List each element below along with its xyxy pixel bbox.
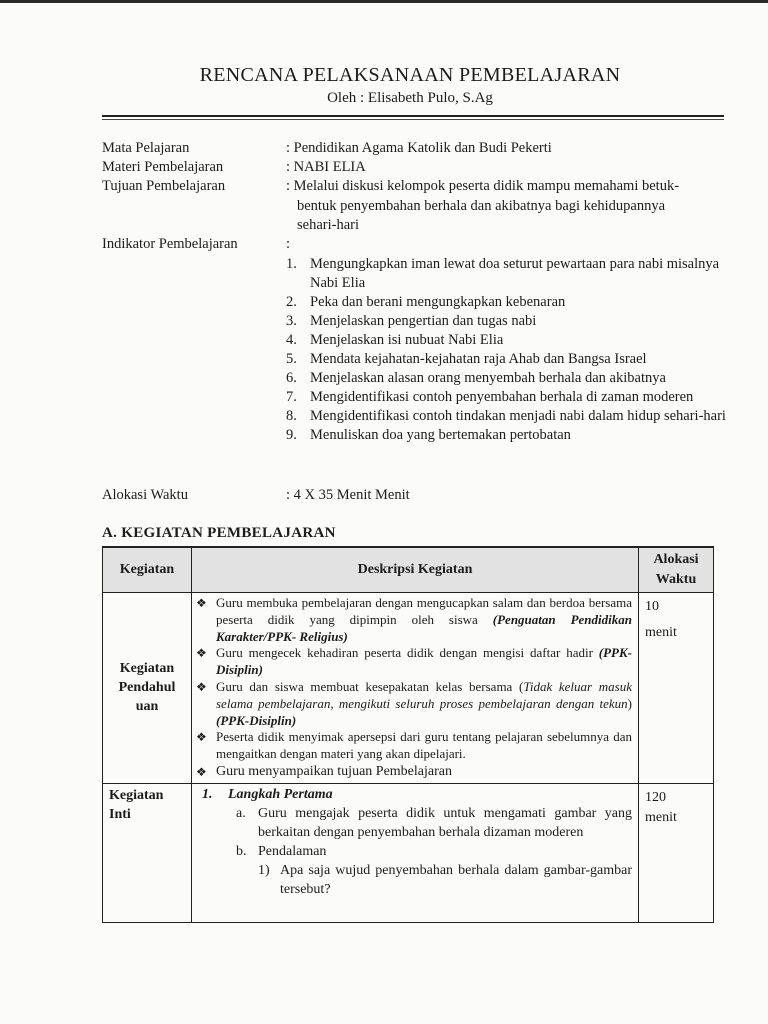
step-heading xyxy=(196,786,632,804)
table-header-row xyxy=(103,547,714,593)
header-rule xyxy=(102,115,724,117)
bullet-item xyxy=(196,729,632,763)
diamond-bullet-icon: ❖ xyxy=(196,646,207,661)
cell-kegiatan-pendahuluan xyxy=(103,593,192,784)
document-author: Oleh : Elisabeth Pulo, S.Ag xyxy=(327,90,493,106)
question-item xyxy=(196,861,632,899)
cell-deskripsi-pendahuluan xyxy=(192,593,639,784)
item-number: 5. xyxy=(286,351,297,367)
item-text: Menjelaskan isi nubuat Nabi Elia xyxy=(310,332,504,348)
indikator-label: Indikator Pembelajaran xyxy=(102,236,238,252)
bullet-item xyxy=(196,679,632,729)
ppk-tag: (PPK-Disiplin) xyxy=(216,645,632,678)
list-item xyxy=(286,312,731,331)
header-alokasi xyxy=(639,547,714,593)
item-number: 1. xyxy=(286,256,297,272)
bullet-italic: Tidak keluar masuk selama pembelajaran, mengikuti seluruh proses pembelajaran dengan tekun xyxy=(216,678,632,711)
sub-text: Guru mengajak peserta didik untuk mengamati gambar yang berkaitan dengan penyembahan berhala dizaman moderen xyxy=(258,805,632,840)
kegiatan-table xyxy=(102,546,714,923)
label-line: uan xyxy=(135,699,159,715)
item-number: 6. xyxy=(286,370,297,386)
indikator-list xyxy=(286,255,731,445)
item-text: Mendata kejahatan-kejahatan raja Ahab dan Bangsa Israel xyxy=(310,351,647,367)
list-item xyxy=(286,369,731,388)
bullet-text: Guru mengecek kehadiran peserta didik dengan mengisi daftar hadir xyxy=(216,645,599,661)
item-number: 3. xyxy=(286,313,297,329)
item-text: Mengidentifikasi contoh tindakan menjadi nabi dalam hidup sehari-hari xyxy=(310,408,726,424)
bullet-text: Guru menyampaikan tujuan Pembelajaran xyxy=(216,763,452,779)
sub-item xyxy=(196,804,632,842)
alokasi-number: 10 xyxy=(645,599,659,614)
cell-alokasi-inti xyxy=(639,783,714,922)
list-item xyxy=(286,426,731,445)
ppk-tag: (Penguatan Pendidikan Karakter/PPK- Religius) xyxy=(216,611,632,644)
item-number: 7. xyxy=(286,389,297,405)
cell-alokasi-pendahuluan xyxy=(639,593,714,784)
diamond-bullet-icon: ❖ xyxy=(196,730,207,745)
list-item xyxy=(286,388,731,407)
list-item xyxy=(286,293,731,312)
item-text: Mengungkapkan iman lewat doa seturut pewartaan para nabi misalnya Nabi Elia xyxy=(310,256,720,291)
scan-top-edge xyxy=(0,0,768,3)
table-row xyxy=(103,593,714,784)
item-text: Mengidentifikasi contoh penyembahan berhala di zaman moderen xyxy=(310,389,694,405)
item-number: 4. xyxy=(286,332,297,348)
question-text: Apa saja wujud penyembahan berhala dalam gambar-gambar tersebut? xyxy=(280,862,632,897)
sub-number: b. xyxy=(236,843,247,859)
item-text: Menjelaskan alasan orang menyembah berhala dan akibatnya xyxy=(310,370,666,386)
list-item xyxy=(286,331,731,350)
diamond-bullet-icon: ❖ xyxy=(196,764,207,779)
table-row xyxy=(103,783,714,922)
materi-value: : NABI ELIA xyxy=(286,159,366,175)
header-alokasi-line1: Alokasi xyxy=(653,552,699,567)
item-text: Peka dan berani mengungkapkan kebenaran xyxy=(310,294,566,310)
item-number: 2. xyxy=(286,294,297,310)
tujuan-line-1: : Melalui diskusi kelompok peserta didik mampu memahami betuk- xyxy=(286,178,680,194)
list-item xyxy=(286,350,731,369)
header-deskripsi: Deskripsi Kegiatan xyxy=(192,547,639,593)
step-title: Langkah Pertama xyxy=(228,786,333,802)
bullet-text: ) xyxy=(627,695,632,711)
header-rule-thin xyxy=(102,119,724,120)
item-number: 9. xyxy=(286,427,297,443)
tujuan-label: Tujuan Pembelajaran xyxy=(102,178,226,194)
header-kegiatan: Kegiatan xyxy=(103,547,192,593)
tujuan-line-2: bentuk penyembahan berhala dan akibatnya bagi kehidupannya xyxy=(297,198,666,214)
step-number: 1. xyxy=(202,786,213,802)
mapel-label: Mata Pelajaran xyxy=(102,140,190,156)
sub-number: a. xyxy=(236,805,246,821)
diamond-bullet-icon: ❖ xyxy=(196,596,207,610)
header-alokasi-line2: Waktu xyxy=(655,572,697,587)
bullet-item xyxy=(196,595,632,645)
document-title: RENCANA PELAKSANAAN PEMBELAJARAN xyxy=(199,64,621,86)
bullet-item xyxy=(196,645,632,679)
alokasi-number: 120 xyxy=(645,789,666,805)
alokasi-unit: menit xyxy=(645,625,677,640)
label-line: Pendahul xyxy=(118,680,176,696)
label-line: Inti xyxy=(109,806,131,822)
list-item xyxy=(286,255,731,293)
diamond-bullet-icon: ❖ xyxy=(196,679,207,694)
ppk-tag: (PPK-Disiplin) xyxy=(216,712,297,728)
label-line: Kegiatan xyxy=(109,787,164,803)
label-line: Kegiatan xyxy=(119,661,175,677)
question-number: 1) xyxy=(258,862,270,878)
item-text: Menuliskan doa yang bertemakan pertobatan xyxy=(310,427,571,443)
item-text: Menjelaskan pengertian dan tugas nabi xyxy=(310,313,537,329)
cell-kegiatan-inti xyxy=(103,783,192,922)
cell-deskripsi-inti xyxy=(192,783,639,922)
section-heading: A. KEGIATAN PEMBELAJARAN xyxy=(102,525,336,541)
materi-label: Materi Pembelajaran xyxy=(102,159,224,175)
tujuan-line-3: sehari-hari xyxy=(297,217,359,233)
item-number: 8. xyxy=(286,408,297,424)
sub-text: Pendalaman xyxy=(258,843,327,859)
alokasi-unit: menit xyxy=(645,809,677,825)
bullet-text: Peserta didik menyimak apersepsi dari guru tentang pelajaran sebelumnya dan mengaitkan dengan materi yang akan dipelajari. xyxy=(216,729,632,762)
sub-item xyxy=(196,842,632,861)
indikator-colon: : xyxy=(286,236,291,252)
list-item xyxy=(286,407,731,426)
bullet-text: Guru dan siswa membuat kesepakatan kelas bersama ( xyxy=(216,678,524,694)
bullet-text: Guru membuka pembelajaran dengan mengucapkan salam dan berdoa bersama peserta didik yang dipimpin oleh siswa xyxy=(216,595,632,627)
alokasi-value: : 4 X 35 Menit Menit xyxy=(286,487,410,503)
alokasi-label: Alokasi Waktu xyxy=(102,487,188,503)
mapel-value: : Pendidikan Agama Katolik dan Budi Pekerti xyxy=(286,140,552,156)
bullet-item xyxy=(196,763,632,781)
